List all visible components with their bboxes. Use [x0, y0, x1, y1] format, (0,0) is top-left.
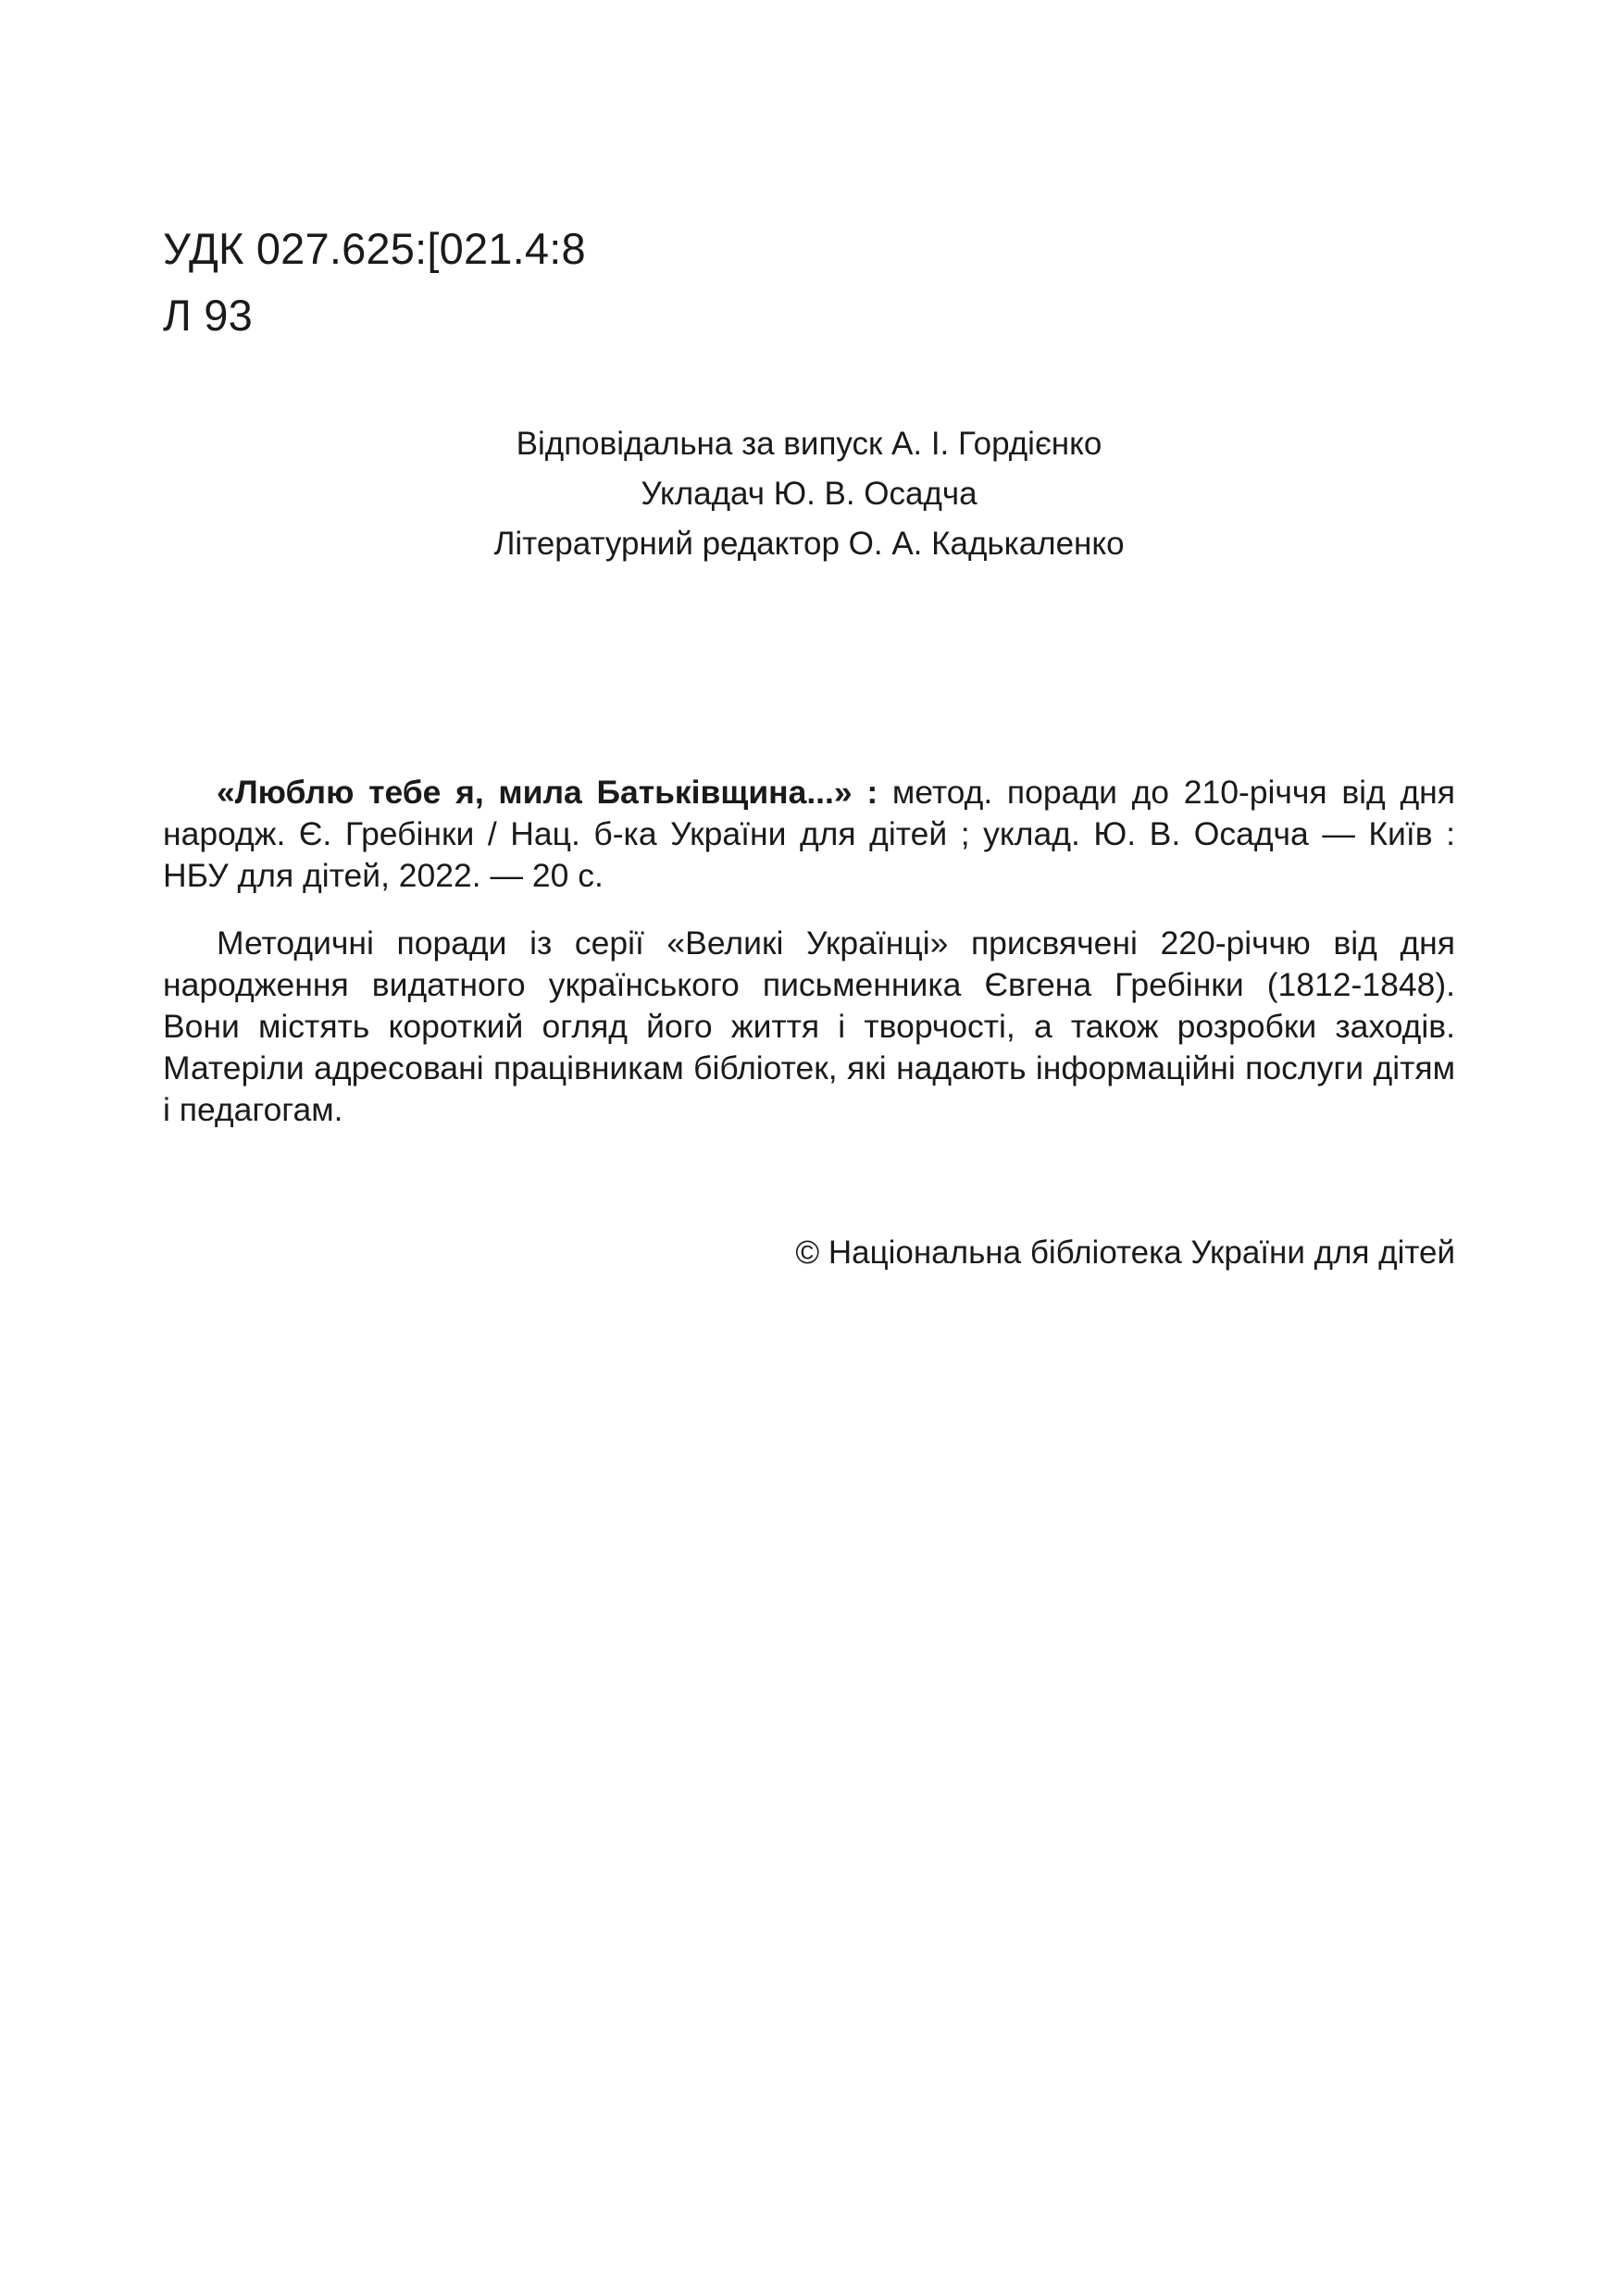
abstract-paragraph: Методичні поради із серії «Великі Українці» присвячені 220-річчю від дня народження видатного українського письменника Євгена Гребінки (1812-1848). Вони містять короткий огляд його життя і творчості, а також розробки заходів. Матеріли адресовані працівникам бібліотек, які надають інформаційні послуги дітям і педагогам. — [163, 925, 1455, 1128]
author-mark: Л 93 — [163, 291, 253, 340]
credits-block — [163, 419, 1455, 569]
copyright-line: © Національна бібліотека України для дітей — [795, 1235, 1455, 1271]
compiler-line: Укладач Ю. В. Осадча — [641, 476, 978, 512]
classification-block — [163, 216, 586, 349]
udk-code: УДК 027.625:[021.4:8 — [163, 224, 586, 273]
bibliographic-description: метод. поради до 210-річчя від дня народж. Є. Гребінки / Нац. б-ка України для дітей ; уклад. Ю. В. Осадча — Київ : НБУ для дітей, 2022. — 20 с. — [163, 774, 1456, 894]
editor-line: Літературний редактор О. А. Кадькаленко — [493, 526, 1125, 562]
bibliographic-record — [163, 772, 1455, 897]
book-title: «Люблю тебе я, мила Батьківщина...» : — [217, 774, 878, 811]
responsible-line: Відповідальна за випуск А. І. Гордієнко — [516, 426, 1102, 462]
